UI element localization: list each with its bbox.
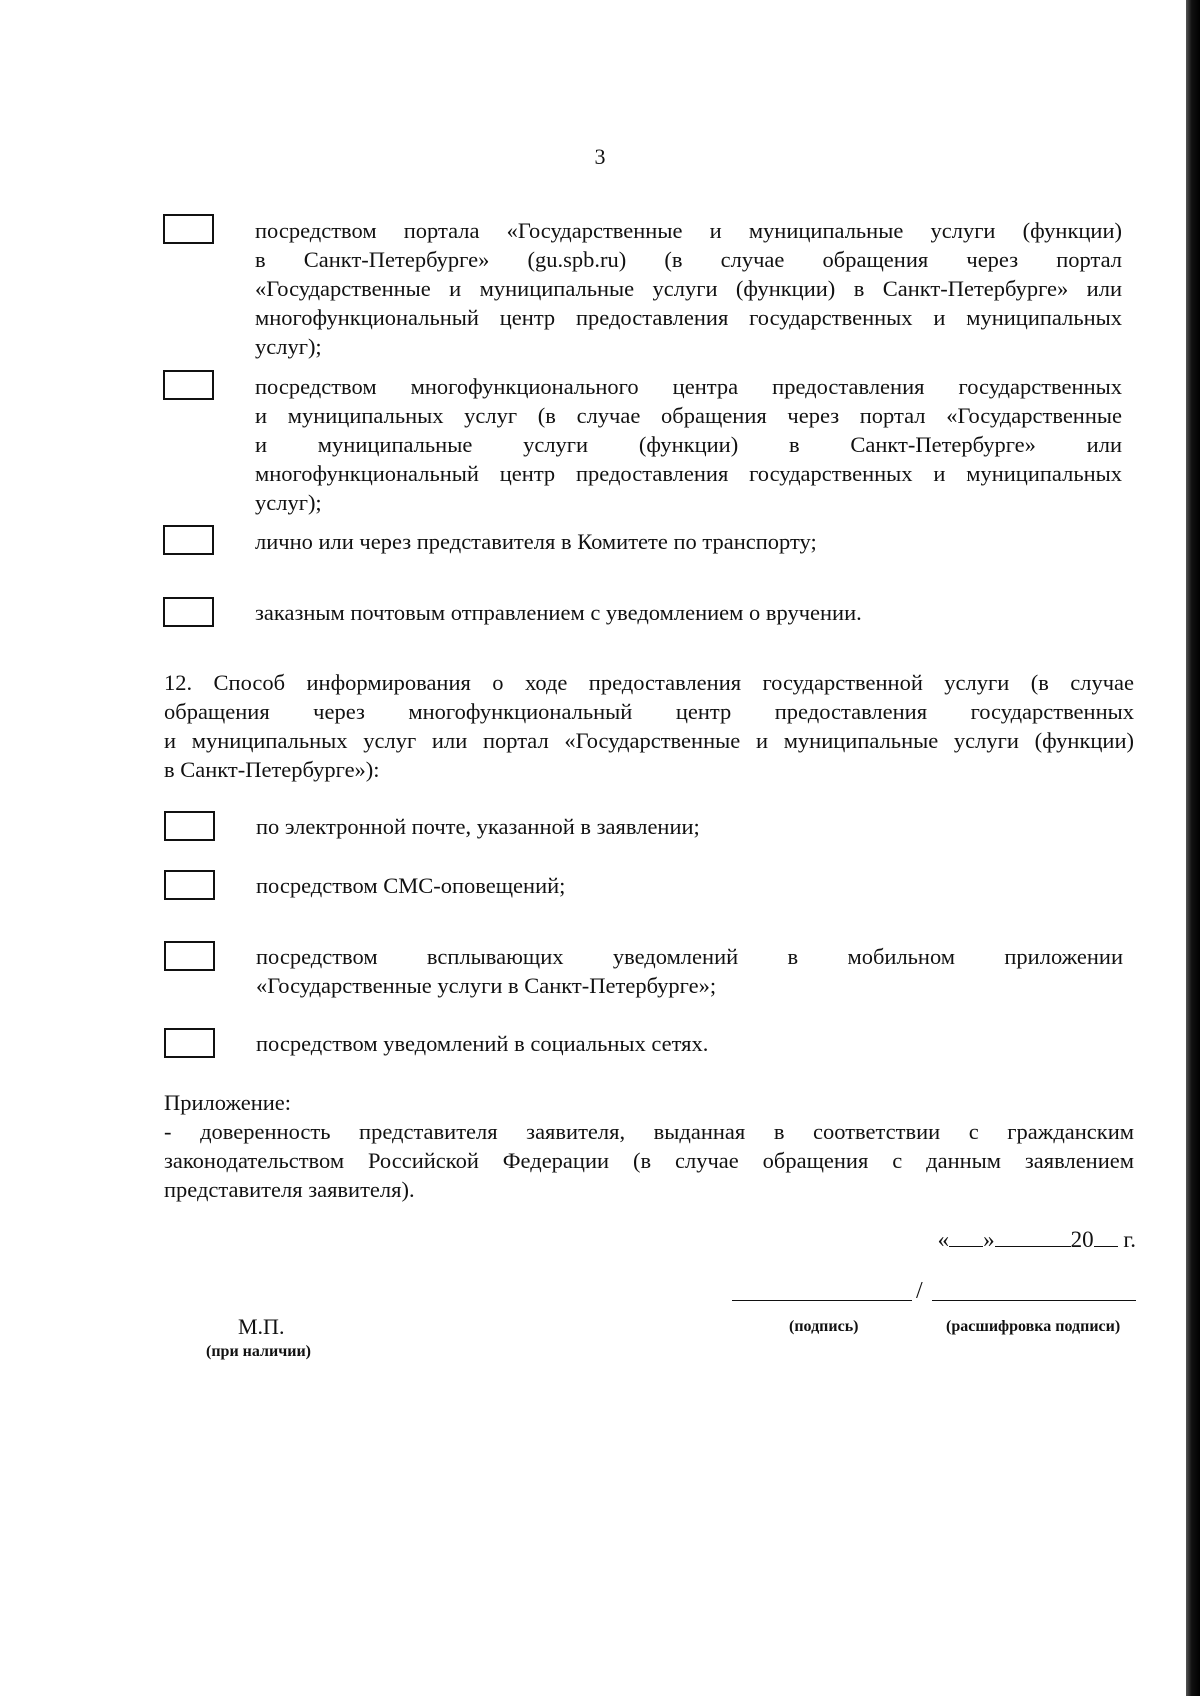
- section-line: 12. Способ информирования о ходе предоставления государственной услуги (в случае: [164, 670, 1134, 695]
- section-line: в Санкт-Петербурге»):: [164, 757, 380, 782]
- checkbox-in-person[interactable]: [163, 525, 214, 555]
- option-line: посредством всплывающих уведомлений в мобильном приложении: [256, 944, 1123, 969]
- date-close-quote: »: [983, 1227, 995, 1252]
- checkbox-email[interactable]: [164, 811, 215, 841]
- option-line: услуг);: [255, 490, 322, 515]
- notify-email-text: [256, 812, 1123, 841]
- option-line: посредством уведомлений в социальных сетях.: [256, 1031, 709, 1056]
- date-field: [938, 1226, 1136, 1253]
- year-prefix: 20: [1070, 1227, 1094, 1252]
- signature-decode-caption: (расшифровка подписи): [946, 1318, 1121, 1335]
- signature-slash: /: [916, 1278, 923, 1304]
- scan-edge: [1186, 0, 1200, 1696]
- option-line: по электронной почте, указанной в заявлении;: [256, 814, 700, 839]
- year-suffix: г.: [1123, 1227, 1136, 1252]
- checkbox-sms[interactable]: [164, 870, 215, 900]
- option-line: лично или через представителя в Комитете по транспорту;: [255, 529, 817, 554]
- option-in-person-text: [255, 527, 1122, 556]
- notify-sms-text: [256, 871, 1123, 900]
- notify-social-text: [256, 1029, 1123, 1058]
- signature-line[interactable]: [732, 1300, 912, 1301]
- section-line: обращения через многофункциональный центр предоставления государственных: [164, 699, 1134, 724]
- checkbox-push[interactable]: [164, 941, 215, 971]
- option-line: и муниципальные услуги (функции) в Санкт-Петербурге» или: [255, 432, 1122, 457]
- checkbox-mail[interactable]: [163, 597, 214, 627]
- option-portal-text: [255, 216, 1122, 361]
- option-line: «Государственные и муниципальные услуги (функции) в Санкт-Петербурге» или: [255, 276, 1122, 301]
- year-blank[interactable]: [1094, 1226, 1118, 1247]
- option-line: посредством СМС-оповещений;: [256, 873, 566, 898]
- signature-caption: (подпись): [789, 1318, 859, 1335]
- notify-push-text: [256, 942, 1123, 1000]
- option-mail-text: [255, 598, 1122, 627]
- option-line: «Государственные услуги в Санкт-Петербурге»;: [256, 973, 717, 998]
- section-12-text: [164, 668, 1134, 784]
- stamp-note: (при наличии): [206, 1343, 312, 1360]
- page-number: 3: [594, 144, 606, 169]
- option-line: и муниципальных услуг (в случае обращения через портал «Государственные: [255, 403, 1122, 428]
- option-mfc-text: [255, 372, 1122, 517]
- annex-block: [164, 1088, 1134, 1204]
- option-line: посредством портала «Государственные и муниципальные услуги (функции): [255, 218, 1122, 243]
- date-open-quote: «: [937, 1227, 950, 1252]
- option-line: услуг);: [255, 334, 322, 359]
- option-line: заказным почтовым отправлением с уведомлением о вручении.: [255, 600, 862, 625]
- checkbox-portal[interactable]: [163, 214, 214, 244]
- option-line: посредством многофункционального центра предоставления государственных: [255, 374, 1122, 399]
- annex-line: представителя заявителя).: [164, 1177, 415, 1202]
- stamp-label: М.П.: [238, 1314, 285, 1339]
- option-line: в Санкт-Петербурге» (gu.spb.ru) (в случае обращения через портал: [255, 247, 1122, 272]
- checkbox-social[interactable]: [164, 1028, 215, 1058]
- annex-line: законодательством Российской Федерации (в случае обращения с данным заявлением: [164, 1148, 1134, 1173]
- month-blank[interactable]: [995, 1226, 1071, 1247]
- annex-title: Приложение:: [164, 1090, 292, 1115]
- annex-line: - доверенность представителя заявителя, выданная в соответствии с гражданским: [164, 1119, 1134, 1144]
- section-line: и муниципальных услуг или портал «Государственные и муниципальные услуги (функции): [164, 728, 1134, 753]
- day-blank[interactable]: [949, 1226, 983, 1247]
- signature-decode-line[interactable]: [932, 1300, 1136, 1301]
- option-line: многофункциональный центр предоставления государственных и муниципальных: [255, 461, 1122, 486]
- option-line: многофункциональный центр предоставления государственных и муниципальных: [255, 305, 1122, 330]
- checkbox-mfc[interactable]: [163, 370, 214, 400]
